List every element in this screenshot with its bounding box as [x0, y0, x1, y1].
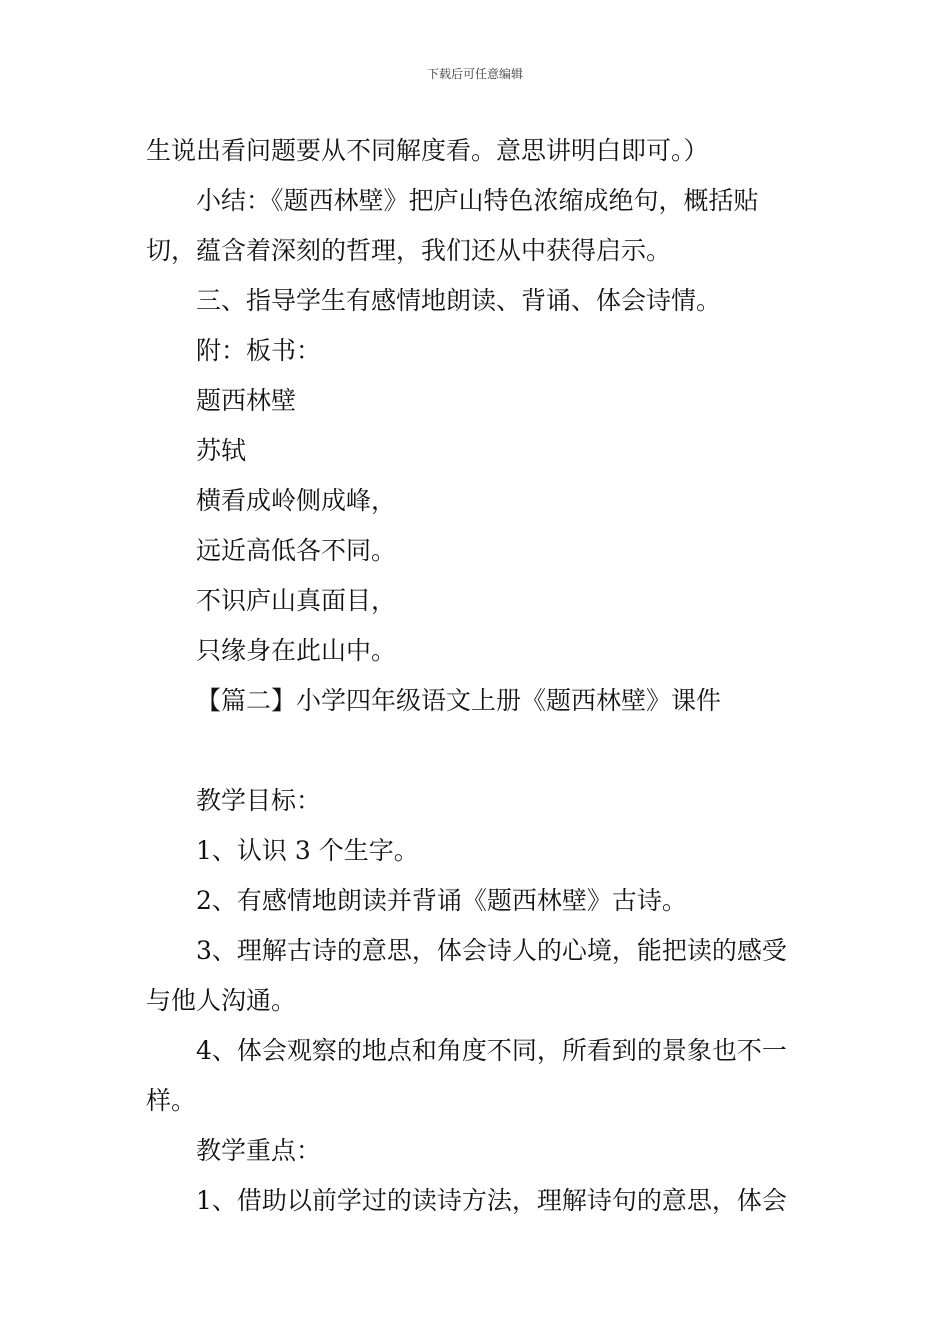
- section-heading: 【篇二】小学四年级语文上册《题西林壁》课件: [196, 686, 722, 715]
- text-line: 1、认识 3 个生字。: [196, 836, 419, 865]
- text-line: 2、有感情地朗读并背诵《题西林壁》古诗。: [196, 886, 687, 915]
- text-line: 三、指导学生有感情地朗读、背诵、体会诗情。: [196, 286, 722, 315]
- document-body: [146, 126, 810, 1226]
- text-line: 样。: [146, 1086, 197, 1115]
- page-header: 下载后可任意编辑: [426, 67, 523, 81]
- poem-title: 题西林壁: [196, 386, 297, 415]
- blank-line: [146, 726, 810, 776]
- text-line: 小结：《题西林壁》把庐山特色浓缩成绝句，概括贴: [196, 186, 759, 215]
- text-line: 切，蕴含着深刻的哲理，我们还从中获得启示。: [146, 236, 672, 265]
- text-line: 4、体会观察的地点和角度不同，所看到的景象也不一: [196, 1036, 787, 1065]
- poem-line: 不识庐山真面目，: [196, 586, 397, 615]
- poem-line: 远近高低各不同。: [196, 536, 397, 565]
- text-line: 3、理解古诗的意思，体会诗人的心境，能把读的感受: [196, 936, 787, 965]
- text-line: 生说出看问题要从不同解度看。意思讲明白即可。）: [146, 136, 709, 165]
- poem-line: 只缘身在此山中。: [196, 636, 397, 665]
- poem-author: 苏轼: [196, 436, 247, 465]
- text-line: 附：板书：: [196, 336, 322, 365]
- text-line: 1、借助以前学过的读诗方法，理解诗句的意思，体会: [196, 1186, 787, 1215]
- text-line: 与他人沟通。: [146, 986, 297, 1015]
- subheading: 教学重点：: [196, 1136, 322, 1165]
- poem-line: 横看成岭侧成峰，: [196, 486, 397, 515]
- subheading: 教学目标：: [196, 786, 322, 815]
